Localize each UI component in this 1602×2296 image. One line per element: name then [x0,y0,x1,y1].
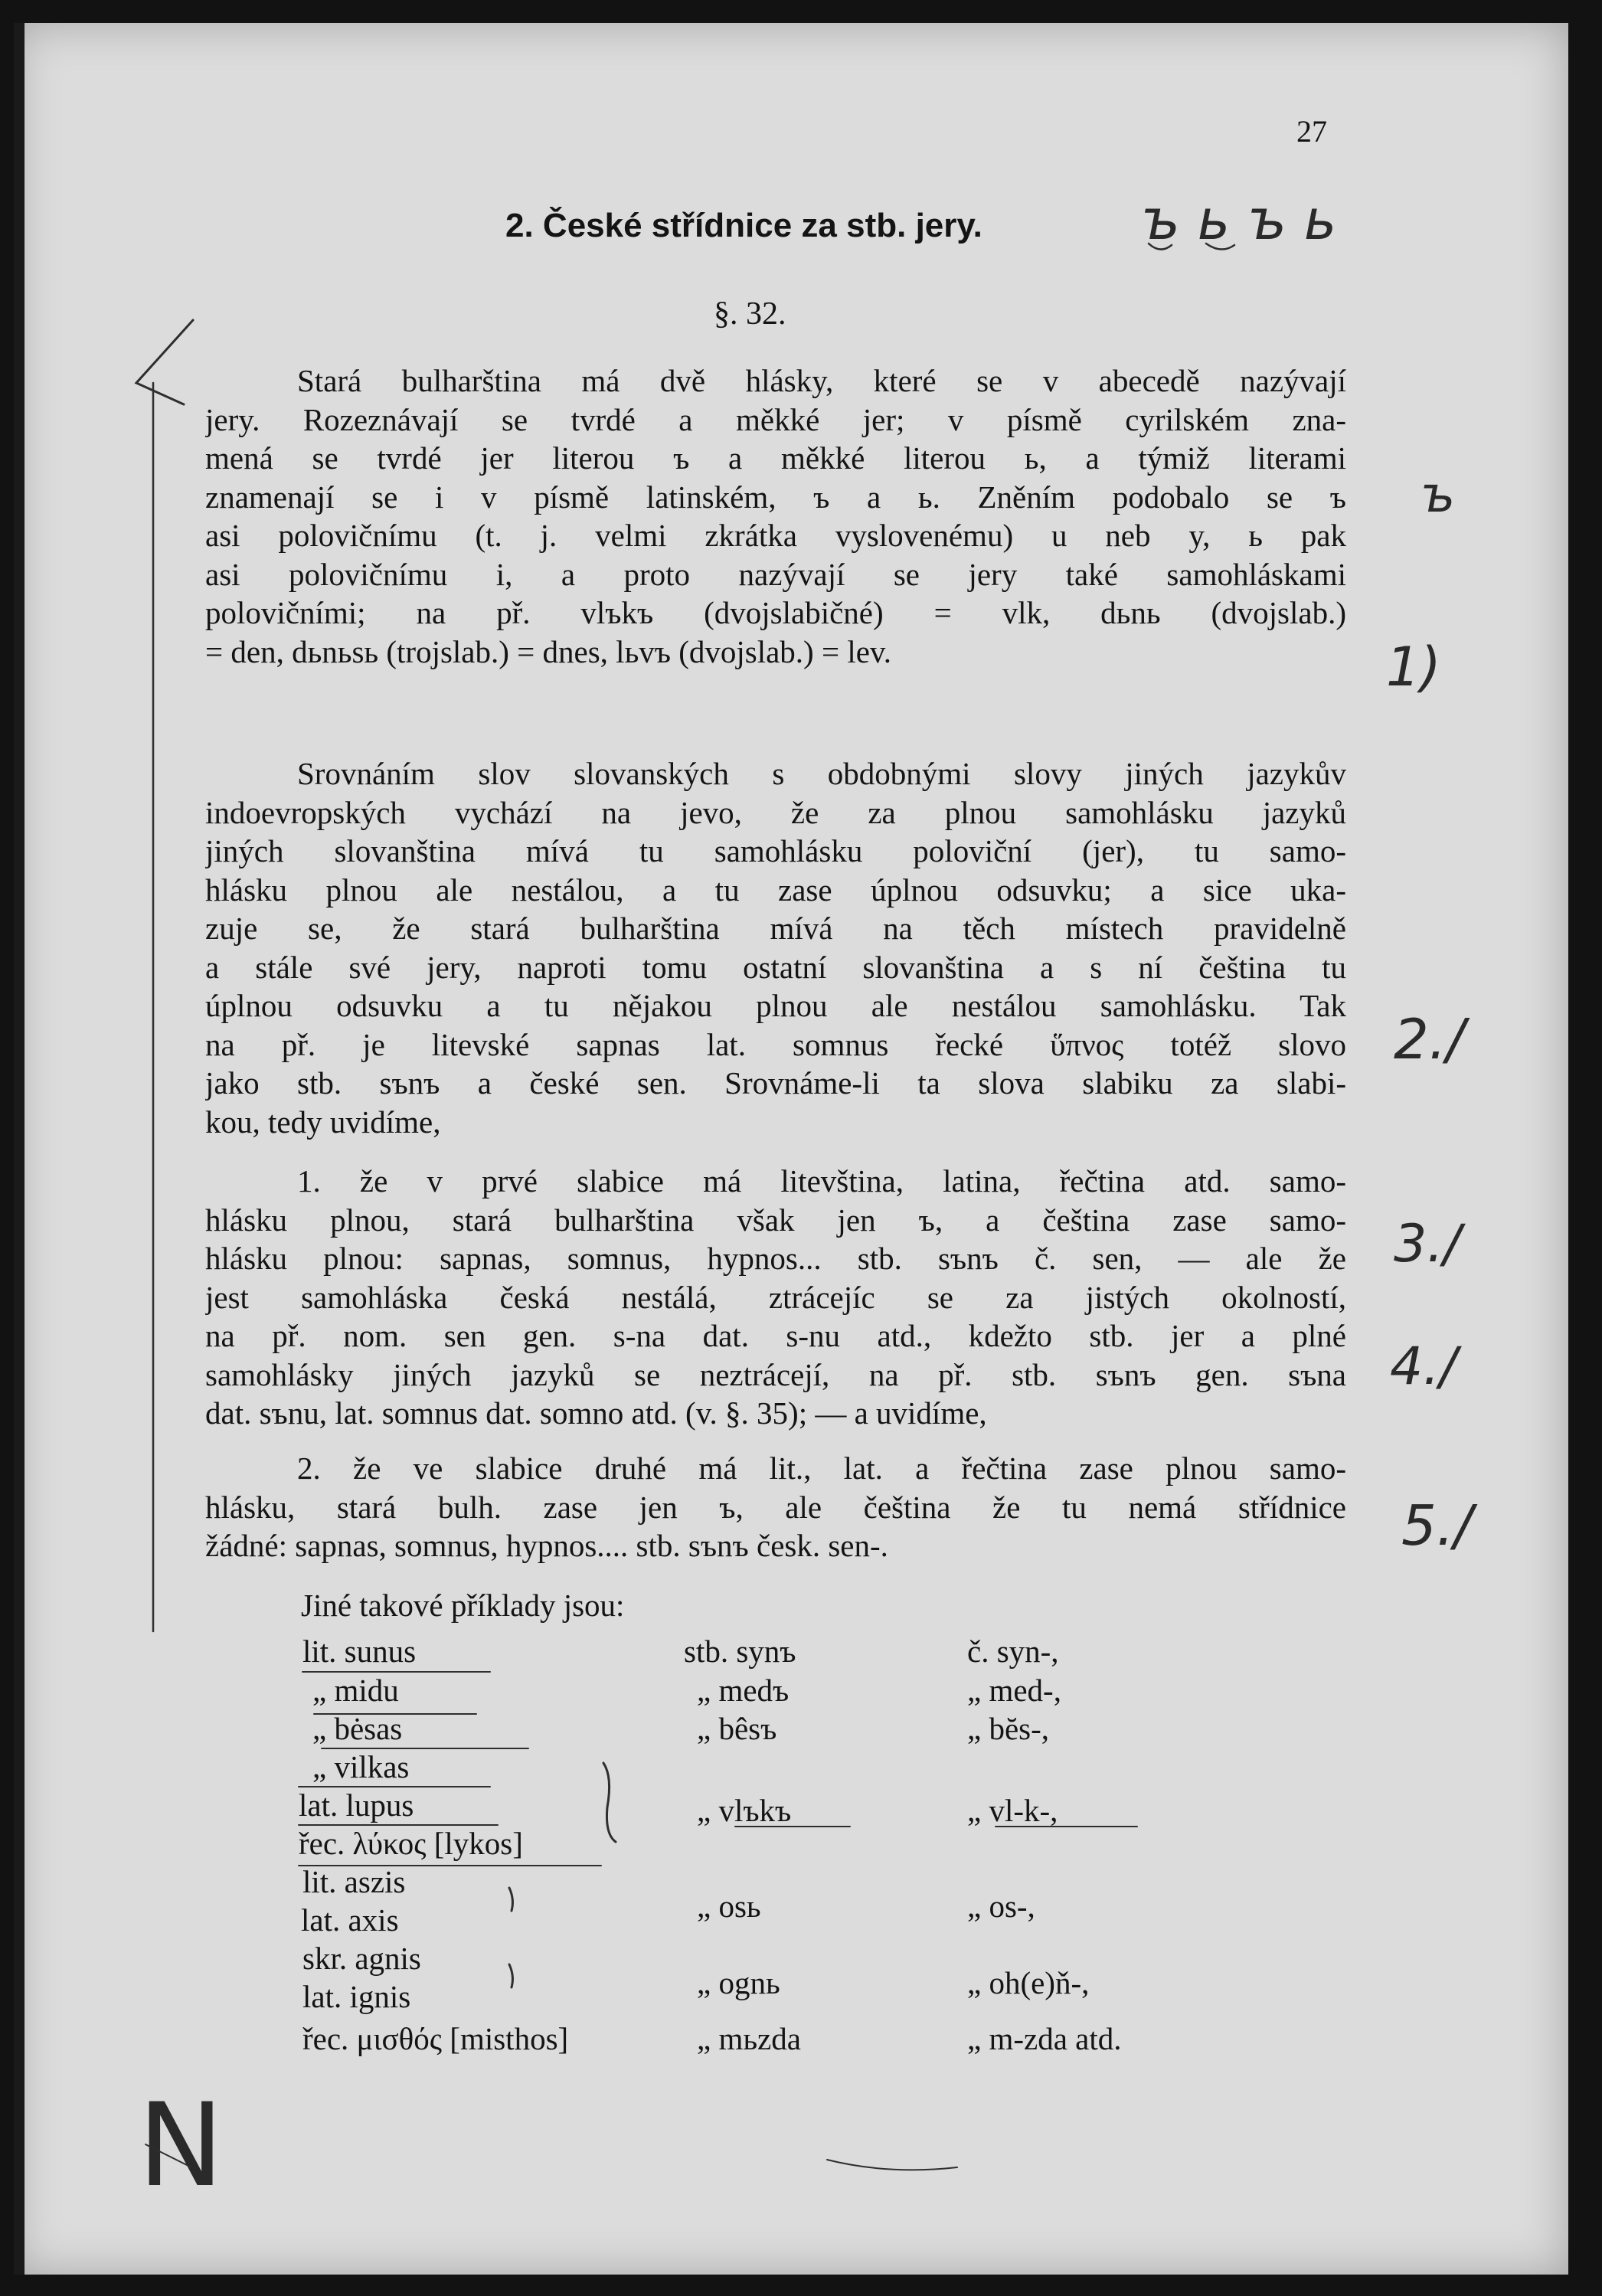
example-col2: „ mьzda [697,2021,801,2056]
text-line: na př. je litevské sapnas lat. somnus řecké ὕπνος totéž slovo [205,1026,1346,1062]
text-line: Stará bulharština má dvě hlásky, které se v abecedě nazývají [297,363,1346,398]
text-line: jery. Rozeznávají se tvrdé a měkké jer; v písmě cyrilském zna- [205,401,1346,437]
margin-note-5: 5./ [1401,1493,1473,1558]
example-col1: lat. axis [301,1902,399,1938]
example-col3: „ os-, [967,1889,1035,1924]
margin-note-jer: ъ [1421,467,1456,524]
margin-note-n: N [138,2079,224,2213]
text-line: a stále své jery, naproti tomu ostatní slovanština a s ní čeština tu [205,949,1346,985]
example-col2: stb. synъ [684,1634,796,1669]
example-col2: „ osь [697,1889,761,1924]
margin-note-jers: ъ ь ъ ь [1141,188,1337,252]
bracket-mark [136,320,193,404]
text-line: Srovnáním slov slovanských s obdobnými slovy jiných jazykův [297,756,1346,791]
margin-note-4: 4./ [1390,1336,1457,1397]
example-col3: č. syn-, [967,1634,1059,1669]
text-line: jiných slovanština mívá tu samohlásku poloviční (jer), tu samo- [205,833,1346,868]
example-col2: „ vlъkъ [697,1793,792,1828]
margin-note-3: 3./ [1394,1214,1461,1274]
stroke-mark [145,2144,191,2167]
example-col2: „ ognь [697,1965,780,2000]
example-col1: řec. λύκος [lykos] [299,1826,523,1861]
underline [1149,244,1234,250]
chapter-heading: 2. České střídnice za stb. jery. [505,207,982,244]
stroke-mark [827,2160,957,2170]
text-line: kou, tedy uvidíme, [205,1104,441,1140]
text-line: = den, dьnьsь (trojslab.) = dnes, lьvъ (dvojslab.) = lev. [205,633,892,669]
text-line: hlásku, stará bulh. zase jen ъ, ale čeština že tu nemá střídnice [205,1489,1346,1525]
example-col2: „ bêsъ [697,1711,777,1746]
brace-mark [509,1964,512,1987]
text-line: asi polovičnímu i, a proto nazývají se jery také samohláskami [205,556,1346,592]
example-col1: řec. μισθός [misthos] [302,2021,569,2056]
margin-note-1: 1) [1386,636,1441,698]
example-col2: „ medъ [697,1673,790,1708]
example-col1: „ midu [312,1673,399,1708]
example-col1: „ bėsas [312,1711,403,1746]
example-col1: lat. ignis [302,1979,411,2014]
example-col3: „ oh(e)ň-, [967,1965,1090,2000]
text-line: hlásku plnou ale nestálou, a tu zase úplnou odsuvku; a sice uka- [205,872,1346,908]
text-line: mená se tvrdé jer literou ъ a měkké literou ь, a týmiž literami [205,440,1346,476]
text-line: znamenají se i v písmě latinském, ъ a ь. Zněním podobalo se ъ [205,479,1346,515]
text-line: hlásku plnou, stará bulharština však jen ъ, a čeština zase samo- [205,1202,1346,1238]
page-number: 27 [1296,114,1327,149]
text-line: na př. nom. sen gen. s-na dat. s-nu atd., kdežto stb. jer a plné [205,1318,1346,1353]
example-col3: „ vl-k-, [967,1793,1058,1828]
examples-intro: Jiné takové příklady jsou: [301,1588,625,1623]
example-col1: lat. lupus [299,1787,414,1823]
text-line: asi polovičnímu (t. j. velmi zkrátka vyslovenému) u neb y, ь pak [205,518,1346,553]
section-number: §. 32. [714,296,786,332]
text-line: úplnou odsuvku a tu nějakou plnou ale nestálou samohlásku. Tak [205,988,1346,1023]
brace-mark [509,1888,512,1911]
example-col1: „ vilkas [312,1749,410,1784]
text-line: 1. že v prvé slabice má litevština, latina, řečtina atd. samo- [297,1163,1346,1199]
text-line: 2. že ve slabice druhé má lit., lat. a řečtina zase plnou samo- [297,1451,1346,1486]
text-line: samohlásky jiných jazyků se neztrácejí, na př. stb. sъnъ gen. sъna [205,1356,1346,1392]
example-col1: lit. sunus [302,1634,417,1669]
example-col3: „ bĕs-, [967,1711,1050,1746]
text-line: jako stb. sъnъ a české sen. Srovnáme-li ta slova slabiku za slabi- [205,1065,1346,1101]
text-line: indoevropských vychází na jevo, že za plnou samohlásku jazyků [205,794,1346,830]
example-col3: „ m-zda atd. [967,2021,1122,2056]
example-col3: „ med-, [967,1673,1061,1708]
text-line: žádné: sapnas, somnus, hypnos.... stb. sъnъ česk. sen-. [205,1528,888,1563]
text-line: dat. sъnu, lat. somnus dat. somno atd. (v. §. 35); — a uvidíme, [205,1395,987,1431]
text-line: polovičními; na př. vlъkъ (dvojslabičné) = vlk, dьnь (dvojslab.) [205,595,1346,630]
text-line: jest samohláska česká nestálá, ztrácejíc se za jistých okolností, [205,1279,1346,1315]
example-col1: lit. aszis [302,1864,406,1899]
brace-mark [603,1763,616,1842]
margin-note-2: 2./ [1394,1007,1465,1071]
text-line: zuje se, že stará bulharština mívá na těch místech pravidelně [205,911,1346,946]
text-line: hlásku plnou: sapnas, somnus, hypnos... stb. sъnъ č. sen, — ale že [205,1241,1346,1276]
example-col1: skr. agnis [302,1941,421,1976]
